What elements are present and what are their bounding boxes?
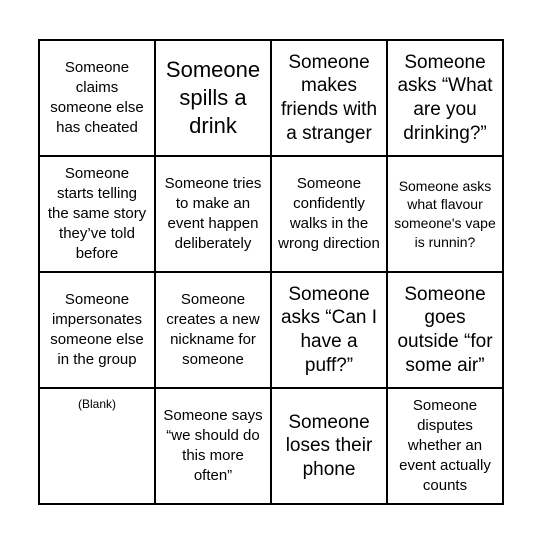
bingo-cell[interactable] [155,272,271,388]
cell-text: Someone confidently walks in the wrong direction [278,175,380,252]
bingo-cell[interactable] [271,272,387,388]
cell-text: Someone goes outside “for some air” [397,283,493,376]
cell-text: Someone tries to make an event happen deliberately [164,175,262,252]
bingo-cell[interactable] [387,156,503,272]
bingo-cell[interactable] [271,156,387,272]
bingo-board [38,39,504,505]
cell-text: Someone says “we should do this more often” [163,407,263,484]
cell-text: Someone loses their phone [285,411,373,480]
bingo-cell[interactable] [155,156,271,272]
bingo-cell[interactable] [271,388,387,504]
bingo-cell[interactable] [387,388,503,504]
bingo-cell-blank[interactable] [39,388,155,504]
cell-text: Someone starts telling the same story they’ve told before [47,165,147,262]
bingo-cell[interactable] [155,388,271,504]
cell-text: Someone asks “What are you drinking?” [397,51,493,144]
cell-text: Someone claims someone else has cheated [50,59,144,136]
bingo-cell[interactable] [387,272,503,388]
bingo-cell[interactable] [271,40,387,156]
cell-text: Someone spills a drink [165,56,261,139]
bingo-cell[interactable] [155,40,271,156]
bingo-cell[interactable] [387,40,503,156]
cell-text: Someone asks “Can I have a puff?” [280,283,378,376]
cell-text: Someone impersonates someone else in the group [50,291,144,368]
cell-text: (Blank) [77,397,116,411]
cell-text: Someone asks what flavour someone's vape is runnin? [394,177,496,250]
bingo-cell[interactable] [39,272,155,388]
cell-text: Someone creates a new nickname for someone [166,291,260,368]
bingo-cell[interactable] [39,40,155,156]
cell-text: Someone disputes whether an event actually counts [399,397,491,494]
bingo-cell[interactable] [39,156,155,272]
cell-text: Someone makes friends with a stranger [280,51,378,144]
